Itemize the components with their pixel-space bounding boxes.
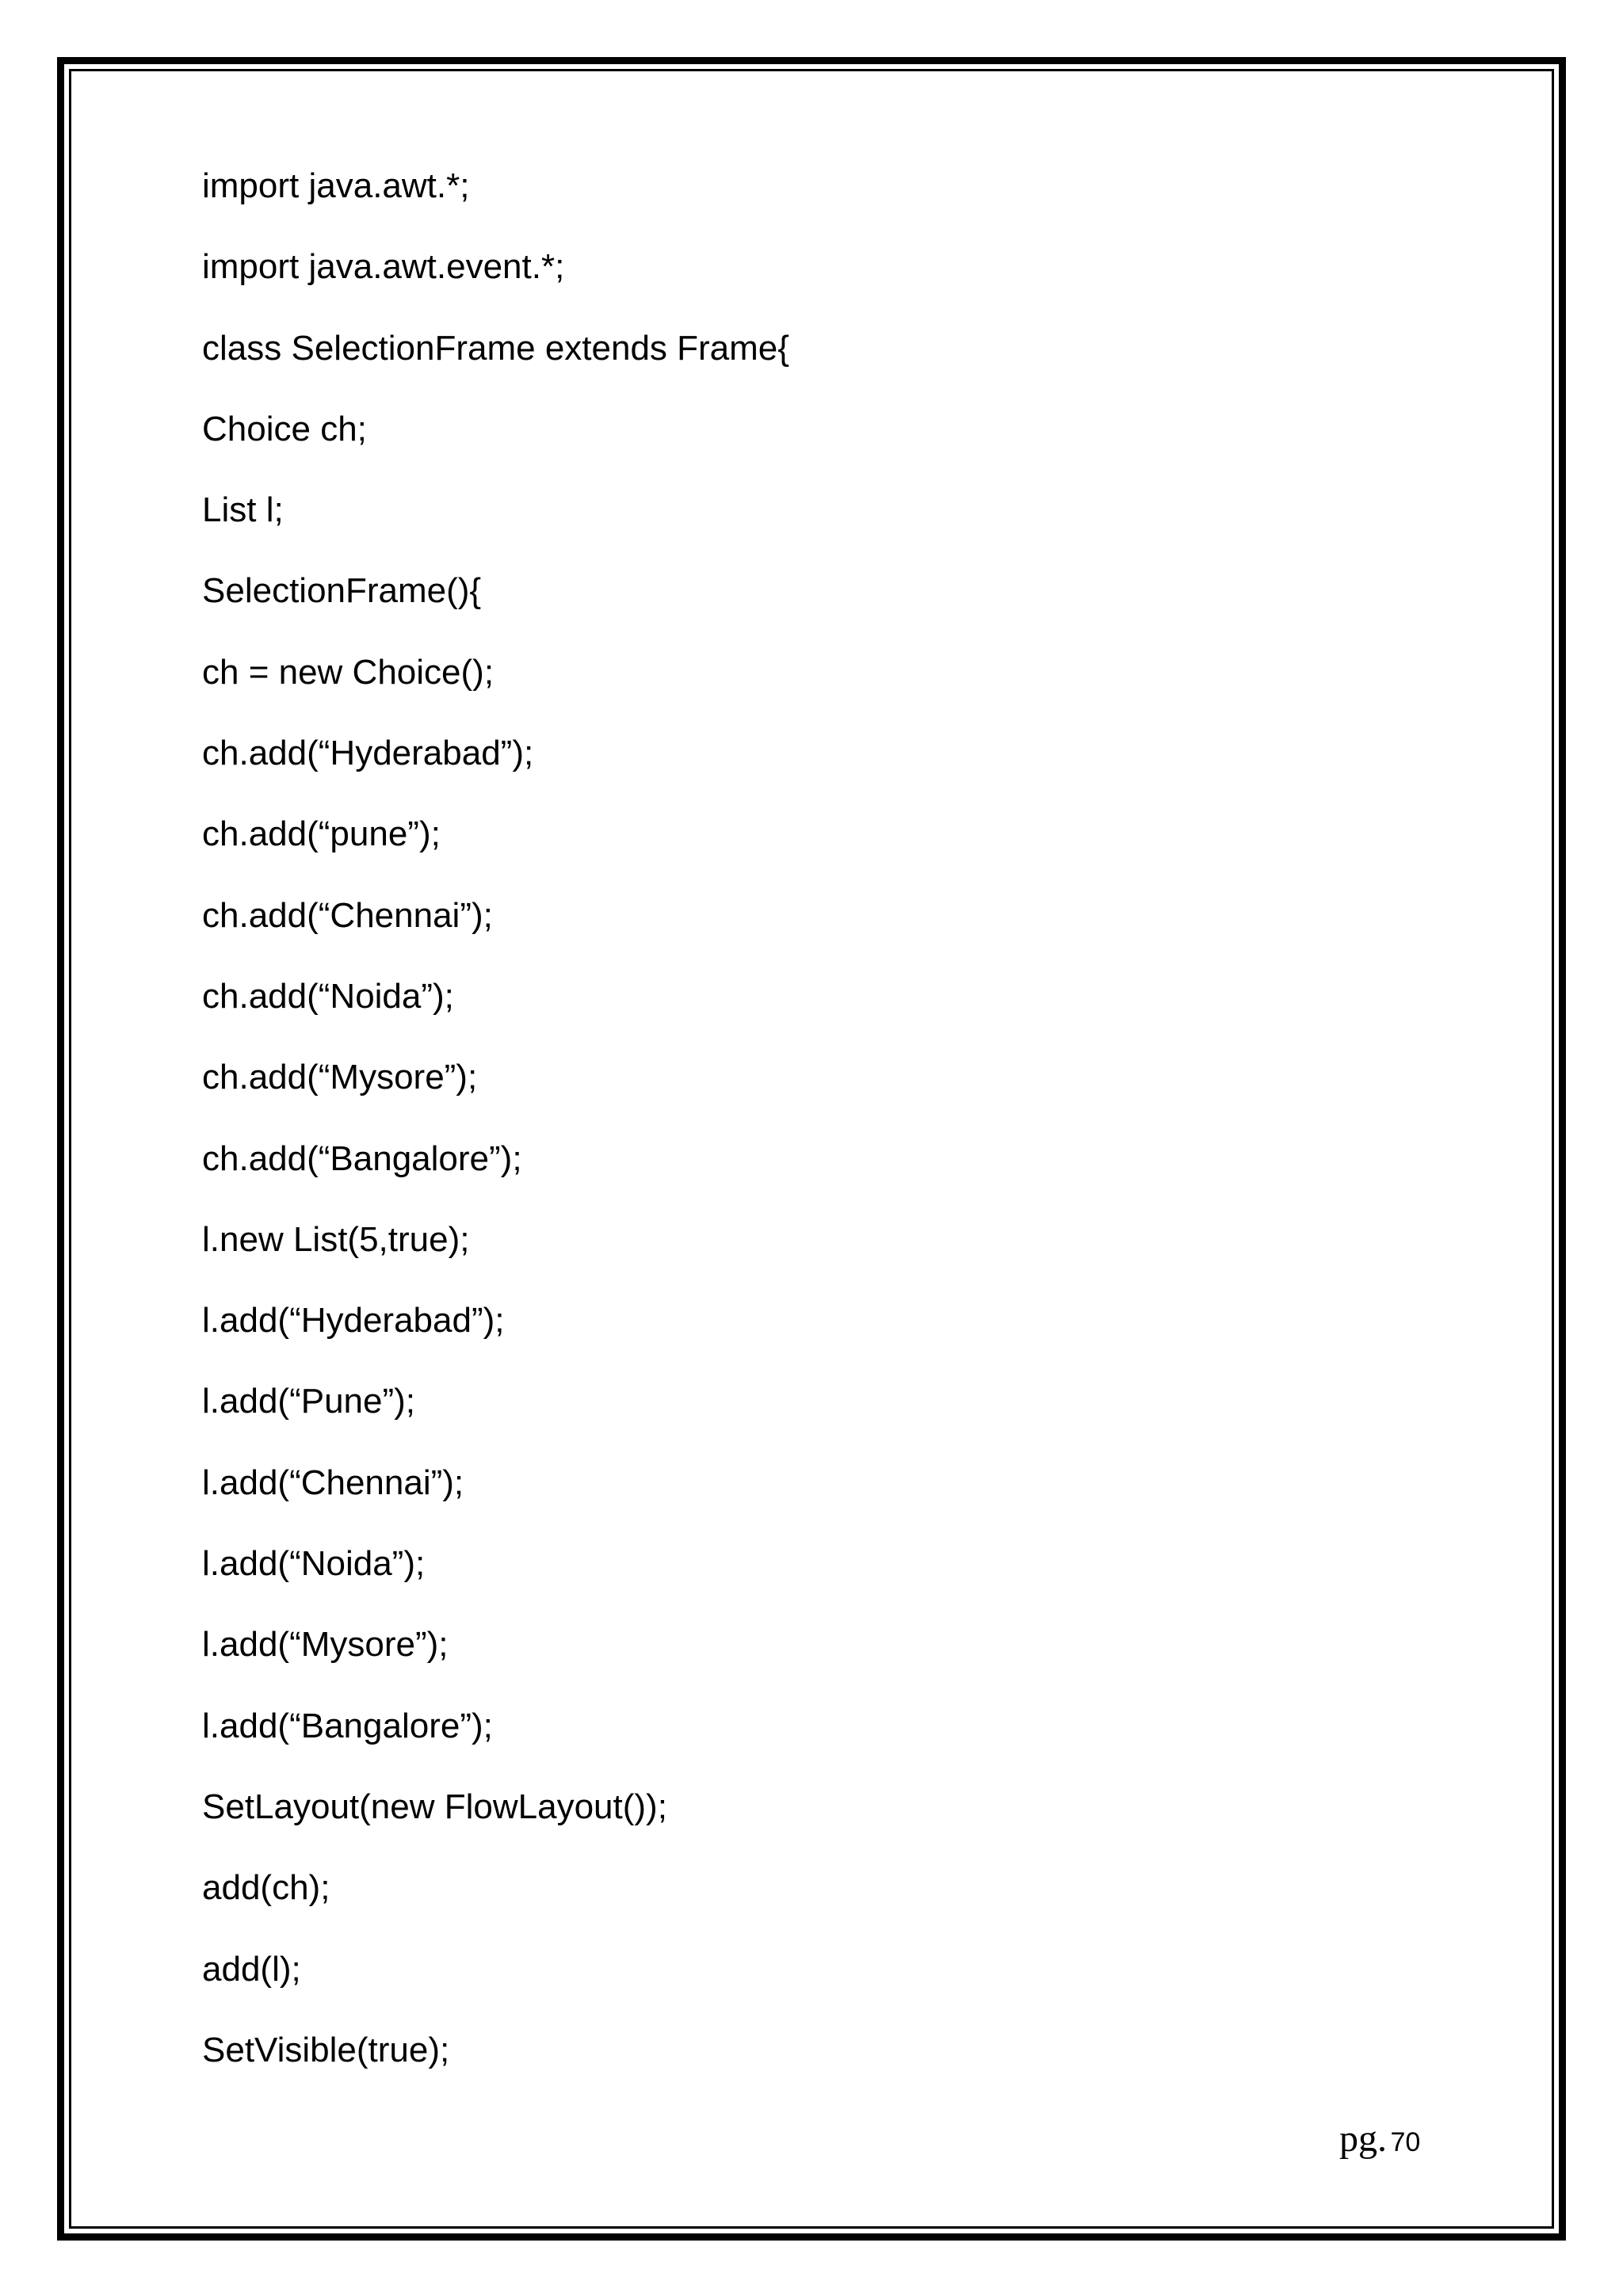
code-line: Choice ch;: [202, 409, 367, 448]
page-number: [1339, 2117, 1420, 2161]
code-line: ch = new Choice();: [202, 652, 495, 692]
code-line: List l;: [202, 490, 284, 530]
code-line: ch.add(“Hyderabad”);: [202, 734, 534, 773]
code-line: ch.add(“Chennai”);: [202, 895, 493, 935]
code-line: ch.add(“pune”);: [202, 814, 441, 854]
code-line: l.add(“Chennai”);: [202, 1463, 464, 1502]
page-number-value: 70: [1390, 2127, 1421, 2157]
code-line: l.add(“Noida”);: [202, 1544, 426, 1584]
code-line: ch.add(“Mysore”);: [202, 1058, 478, 1097]
code-line: SetVisible(true);: [202, 2030, 450, 2069]
code-line: SelectionFrame(){: [202, 571, 482, 611]
code-line: l.add(“Pune”);: [202, 1382, 416, 1421]
code-line: ch.add(“Noida”);: [202, 976, 454, 1016]
code-line: l.add(“Hyderabad”);: [202, 1301, 505, 1341]
code-line: class SelectionFrame extends Frame{: [202, 328, 789, 368]
code-line: import java.awt.*;: [202, 166, 470, 205]
code-line: ch.add(“Bangalore”);: [202, 1138, 522, 1178]
code-line: l.new List(5,true);: [202, 1219, 470, 1259]
code-line: SetLayout(new FlowLayout());: [202, 1787, 667, 1826]
code-line: add(ch);: [202, 1868, 330, 1908]
code-line: l.add(“Mysore”);: [202, 1625, 449, 1665]
code-line: l.add(“Bangalore”);: [202, 1706, 493, 1745]
page-number-label: pg.: [1339, 2118, 1387, 2160]
code-line: add(l);: [202, 1949, 301, 1989]
code-listing: [202, 162, 789, 2107]
code-line: import java.awt.event.*;: [202, 247, 565, 287]
